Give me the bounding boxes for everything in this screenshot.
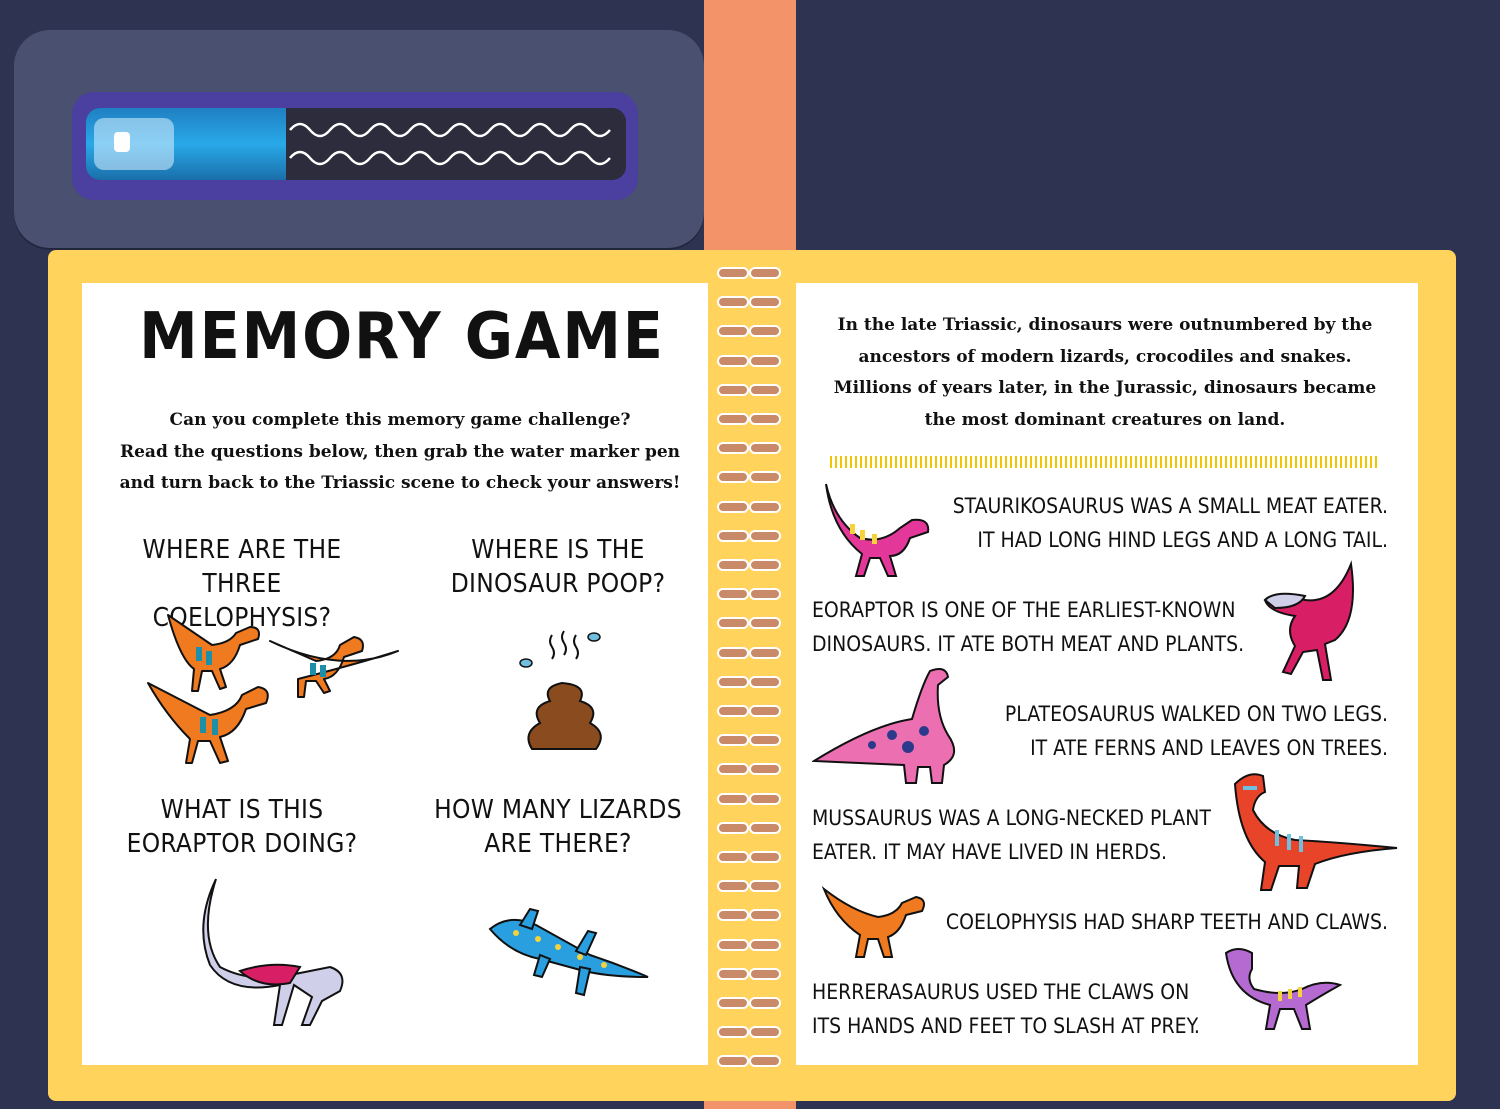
question-line: HOW MANY LIZARDS (434, 795, 682, 825)
spiral-coil (716, 790, 782, 808)
fact-line: DINOSAURS. IT ATE BOTH MEAT AND PLANTS. (812, 632, 1245, 656)
fact-line: STAURIKOSAURUS WAS A SMALL MEAT EATER. (952, 494, 1388, 518)
spiral-coil (716, 1052, 782, 1070)
spiral-coil (716, 702, 782, 720)
question-line: COELOPHYSIS? (152, 603, 332, 633)
fact-coelophysis (940, 905, 1388, 939)
pen-cap (86, 108, 286, 180)
question-line: WHERE ARE THE THREE (142, 535, 342, 599)
staurikosaurus-icon (820, 480, 940, 580)
fact-line: COELOPHYSIS HAD SHARP TEETH AND CLAWS. (945, 910, 1388, 934)
fact-line: EATER. IT MAY HAVE LIVED IN HERDS. (812, 840, 1167, 864)
spiral-coil (716, 614, 782, 632)
spiral-coil (716, 906, 782, 924)
spiral-coil (716, 381, 782, 399)
spiral-coil (716, 965, 782, 983)
fact-herrerasaurus (812, 975, 1212, 1043)
intro-line: Can you complete this memory game challenge? (169, 410, 631, 430)
question-line: DINOSAUR POOP? (450, 569, 666, 599)
pen-barrel-pattern (286, 108, 626, 180)
right-intro-text (812, 310, 1398, 436)
poop-icon (512, 625, 612, 760)
lizard-icon (480, 905, 650, 1005)
pen-nib (114, 132, 130, 152)
mussaurus-icon (1225, 770, 1400, 895)
fact-line: IT HAD LONG HIND LEGS AND A LONG TAIL. (977, 528, 1388, 552)
intro-text (100, 405, 700, 500)
intro-line: Read the questions below, then grab the water marker pen (119, 441, 681, 462)
fact-line: EORAPTOR IS ONE OF THE EARLIEST-KNOWN (812, 598, 1236, 622)
intro-line: ancestors of modern lizards, crocodiles and snakes. (858, 346, 1352, 367)
question-line: WHAT IS THIS (160, 795, 324, 825)
herrerasaurus-icon (1222, 945, 1342, 1035)
question-line: WHERE IS THE (471, 535, 645, 565)
spiral-coil (716, 585, 782, 603)
fact-eoraptor (812, 593, 1245, 661)
spiral-coil (716, 673, 782, 691)
spiral-coil (716, 439, 782, 457)
spiral-coil (716, 556, 782, 574)
fact-mussaurus (812, 801, 1212, 869)
spiral-coil (716, 994, 782, 1012)
spiral-coil (716, 468, 782, 486)
intro-line: the most dominant creatures on land. (924, 409, 1286, 430)
question-eoraptor (100, 793, 384, 861)
spiral-coil (716, 293, 782, 311)
question-lizards (430, 793, 686, 861)
spiral-coil (716, 760, 782, 778)
coelophysis-icon (140, 605, 410, 770)
fact-staurikosaurus (930, 489, 1388, 557)
spiral-coil (716, 936, 782, 954)
spiral-coil (716, 1023, 782, 1041)
spiral-coil (716, 264, 782, 282)
spiral-coil (716, 498, 782, 516)
spiral-coil (716, 410, 782, 428)
water-marker-pen-icon[interactable] (86, 108, 626, 180)
spiral-coil (716, 644, 782, 662)
fact-line: IT ATE FERNS AND LEAVES ON TREES. (1030, 736, 1388, 760)
spiral-coil (716, 819, 782, 837)
spiral-coil (716, 527, 782, 545)
intro-line: In the late Triassic, dinosaurs were outnumbered by the (837, 315, 1373, 335)
spiral-coil (716, 848, 782, 866)
question-poop (430, 533, 686, 601)
spiral-coil (716, 877, 782, 895)
intro-line: and turn back to the Triassic scene to check your answers! (119, 473, 681, 493)
pen-tip (94, 118, 174, 170)
divider (830, 456, 1380, 468)
spiral-coil (716, 352, 782, 370)
fact-line: PLATEOSAURUS WALKED ON TWO LEGS. (1004, 702, 1388, 726)
eoraptor-right-icon (1255, 560, 1365, 685)
fact-line: ITS HANDS AND FEET TO SLASH AT PREY. (812, 1014, 1200, 1038)
intro-line: Millions of years later, in the Jurassic, dinosaurs became (833, 378, 1377, 398)
page-title: MEMORY GAME (139, 300, 665, 374)
fact-line: MUSSAURUS WAS A LONG-NECKED PLANT (812, 806, 1211, 830)
plateosaurus-icon (812, 665, 972, 785)
question-line: EORAPTOR DOING? (126, 829, 358, 859)
spiral-coil (716, 731, 782, 749)
spiral-coil (716, 322, 782, 340)
fact-plateosaurus (990, 697, 1388, 765)
question-line: ARE THERE? (484, 829, 632, 859)
fact-line: HERRERASAURUS USED THE CLAWS ON (812, 980, 1190, 1004)
coelophysis-right-icon (822, 883, 932, 963)
eoraptor-icon (190, 875, 380, 1035)
